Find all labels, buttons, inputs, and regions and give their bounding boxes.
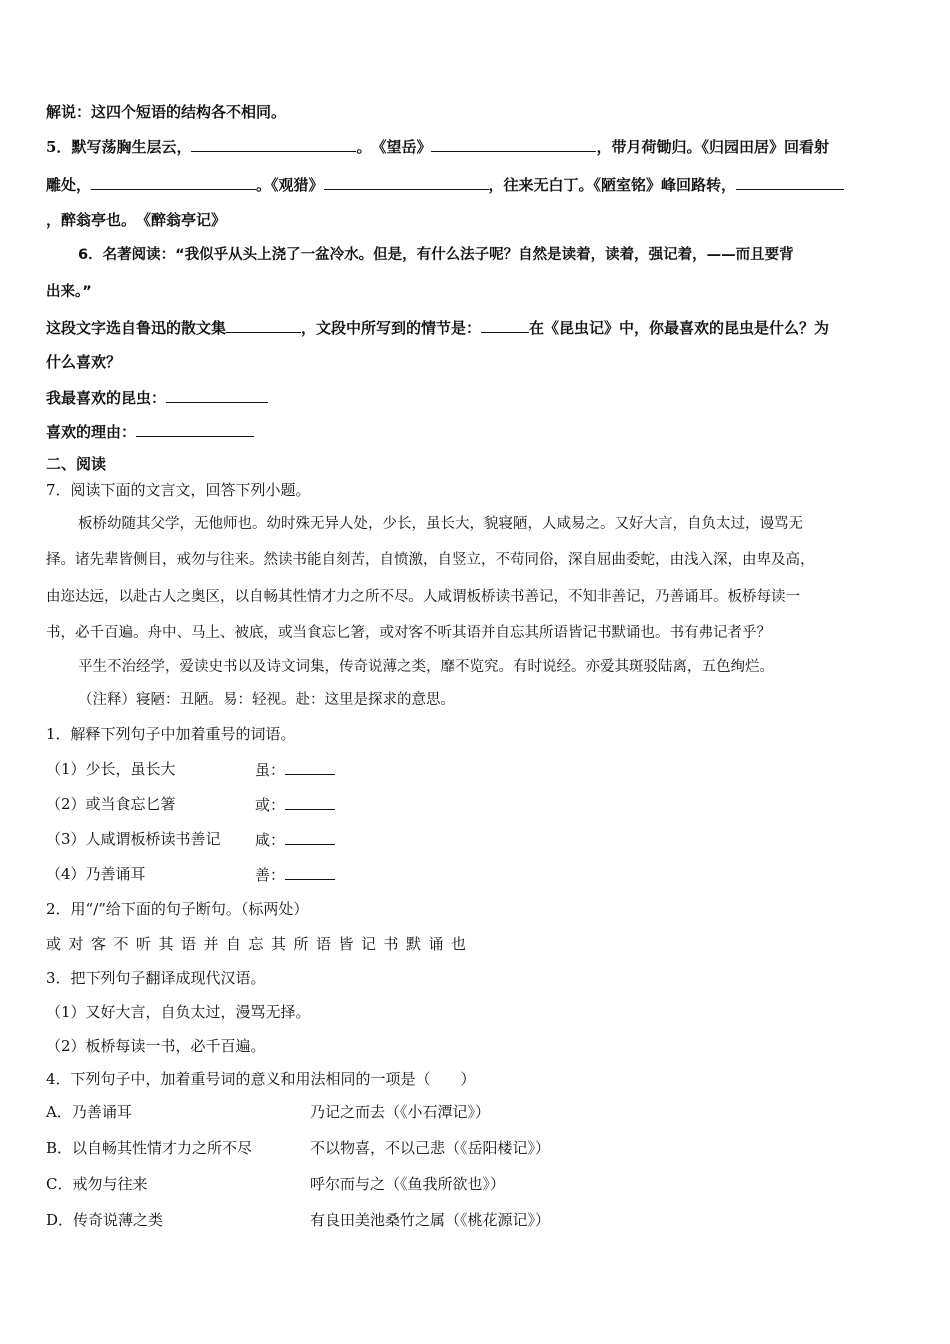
q6-reason-label: 喜欢的理由： xyxy=(46,423,137,441)
sub1-word: 咸： xyxy=(255,831,286,849)
sub1-sentence: （3）人咸谓板桥读书善记 xyxy=(46,830,221,848)
sub1-item-1 xyxy=(46,759,176,779)
passage-line-5: 平生不治经学，爱读史书以及诗文词集，传奇说薄之类，靡不览究。有时说经。亦爱其斑驳陆离，五色绚烂。 xyxy=(78,659,774,675)
q6-question-d: 什么喜欢？ xyxy=(46,353,122,371)
sub1-answer-3 xyxy=(255,829,335,850)
q5-blank-2[interactable] xyxy=(431,136,596,152)
q5-part-1: 默写荡胸生层云， xyxy=(71,138,192,156)
q6-question-b: ，文段中所写到的情节是： xyxy=(301,319,482,337)
option-b-label[interactable]: B．以自畅其性情才力之所不尽 xyxy=(46,1139,253,1157)
q5-blank-4[interactable] xyxy=(324,174,489,190)
passage-note: （注释）寝陋：丑陋。易：轻视。赴：这里是探求的意思。 xyxy=(78,692,455,708)
passage-line-1: 板桥幼随其父学，无他师也。幼时殊无异人处，少长，虽长大，貌寝陋，人咸易之。又好大言，自负太过，谩骂无 xyxy=(78,516,803,532)
q6-blank-reason[interactable] xyxy=(136,421,254,437)
option-c-label[interactable]: C．戒勿与往来 xyxy=(46,1175,148,1193)
q5-blank-3[interactable] xyxy=(91,174,256,190)
option-d-label[interactable]: D．传奇说薄之类 xyxy=(46,1211,164,1229)
q5-part-6: ，往来无白丁。《陋室铭》峰回路转， xyxy=(488,176,737,194)
section-title: 二、阅读 xyxy=(46,455,107,473)
sub2-sentence: 或对客不听其语并自忘其所语皆记书默诵也 xyxy=(46,935,474,953)
sub3-item-2: （2）板桥每读一书，必千百遍。 xyxy=(46,1037,266,1055)
passage-line-4: 书，必千百遍。舟中、马上、被底，或当食忘匕箸，或对客不听其语并自忘其所语皆记书默诵也。书有弗记者乎？ xyxy=(46,625,771,641)
sub1-word: 虽： xyxy=(255,761,286,779)
option-a-label[interactable]: A．乃善诵耳 xyxy=(46,1103,132,1121)
q6-blank-collection[interactable] xyxy=(226,317,301,333)
sub1-blank[interactable] xyxy=(285,794,335,810)
option-c-compare: 呼尔而与之（《鱼我所欲也》） xyxy=(310,1175,506,1193)
sub1-item-3 xyxy=(46,829,221,849)
sub1-sentence: （2）或当食忘匕箸 xyxy=(46,795,176,813)
sub1-item-4 xyxy=(46,864,146,884)
q5-part-5: 。《观猎》 xyxy=(256,176,324,194)
sub1-word: 善： xyxy=(255,866,286,884)
option-d-compare: 有良田美池桑竹之属（《桃花源记》） xyxy=(310,1211,551,1229)
sub1-answer-1 xyxy=(255,759,335,780)
sub1-blank[interactable] xyxy=(285,864,335,880)
sub1-answer-4 xyxy=(255,864,335,885)
q6-favorite xyxy=(46,387,268,408)
passage-line-2: 择。诸先辈皆侧目，戒勿与往来。然读书能自刻苦，自愤激，自竖立，不苟同俗，深自屈曲委蛇，由浅入深，由卑及高， xyxy=(46,552,815,568)
sub1-item-2 xyxy=(46,794,176,814)
option-a-compare: 乃记之而去（《小石潭记》） xyxy=(310,1103,491,1121)
sub4-title: 4．下列句子中，加着重号词的意义和用法相同的一项是（ ） xyxy=(46,1070,476,1088)
sub3-title: 3．把下列句子翻译成现代汉语。 xyxy=(46,969,266,987)
q6-reason xyxy=(46,421,254,442)
q6-question xyxy=(46,317,829,338)
sub2-title: 2．用“/”给下面的句子断句。（标两处） xyxy=(46,900,309,918)
q6-intro-2: 出来。” xyxy=(46,284,92,300)
sub1-title: 1．解释下列句子中加着重号的词语。 xyxy=(46,725,296,743)
q5-blank-5[interactable] xyxy=(736,174,844,190)
q6-favorite-label: 我最喜欢的昆虫： xyxy=(46,389,167,407)
q5-part-2: 。 《望岳》 xyxy=(356,138,432,156)
sub1-answer-2 xyxy=(255,794,335,815)
sub1-blank[interactable] xyxy=(285,759,335,775)
sub1-sentence: （4）乃善诵耳 xyxy=(46,865,146,883)
q6-question-c: 在《昆虫记》中，你最喜欢的昆虫是什么？为 xyxy=(529,319,830,337)
q5-line-2 xyxy=(46,174,844,195)
q5-part-3: ，带月荷锄归。《归园田居》回看射 xyxy=(596,138,829,156)
q6-blank-favorite[interactable] xyxy=(166,387,268,403)
q6-blank-plot[interactable] xyxy=(481,317,529,333)
q5-number: 5． xyxy=(46,138,72,156)
q6-intro: 6．名著阅读：“我似乎从头上浇了一盆冷水。但是，有什么法子呢？自然是读着，读着，强记着，——而且要背 xyxy=(78,247,794,263)
q5-part-7: ，醉翁亭也。 《醉翁亭记》 xyxy=(46,211,227,229)
q5-part-4: 雕处， xyxy=(46,176,92,194)
q5-line-1 xyxy=(46,136,829,157)
q4-answer: 解说：这四个短语的结构各不相同。 xyxy=(46,103,287,121)
sub1-word: 或： xyxy=(255,796,286,814)
option-b-compare: 不以物喜，不以己悲（《岳阳楼记》） xyxy=(310,1139,551,1157)
passage-line-3: 由迩达远，以赴古人之奥区，以自畅其性情才力之所不尽。人咸谓板桥读书善记，不知非善记，乃善诵耳。板桥每读一 xyxy=(46,589,800,605)
sub1-blank[interactable] xyxy=(285,829,335,845)
q6-question-a: 这段文字选自鲁迅的散文集 xyxy=(46,319,227,337)
sub1-sentence: （1）少长，虽长大 xyxy=(46,760,176,778)
q7-intro: 7．阅读下面的文言文，回答下列小题。 xyxy=(46,481,311,499)
sub3-item-1: （1）又好大言，自负太过，漫骂无择。 xyxy=(46,1003,311,1021)
q5-blank-1[interactable] xyxy=(191,136,356,152)
